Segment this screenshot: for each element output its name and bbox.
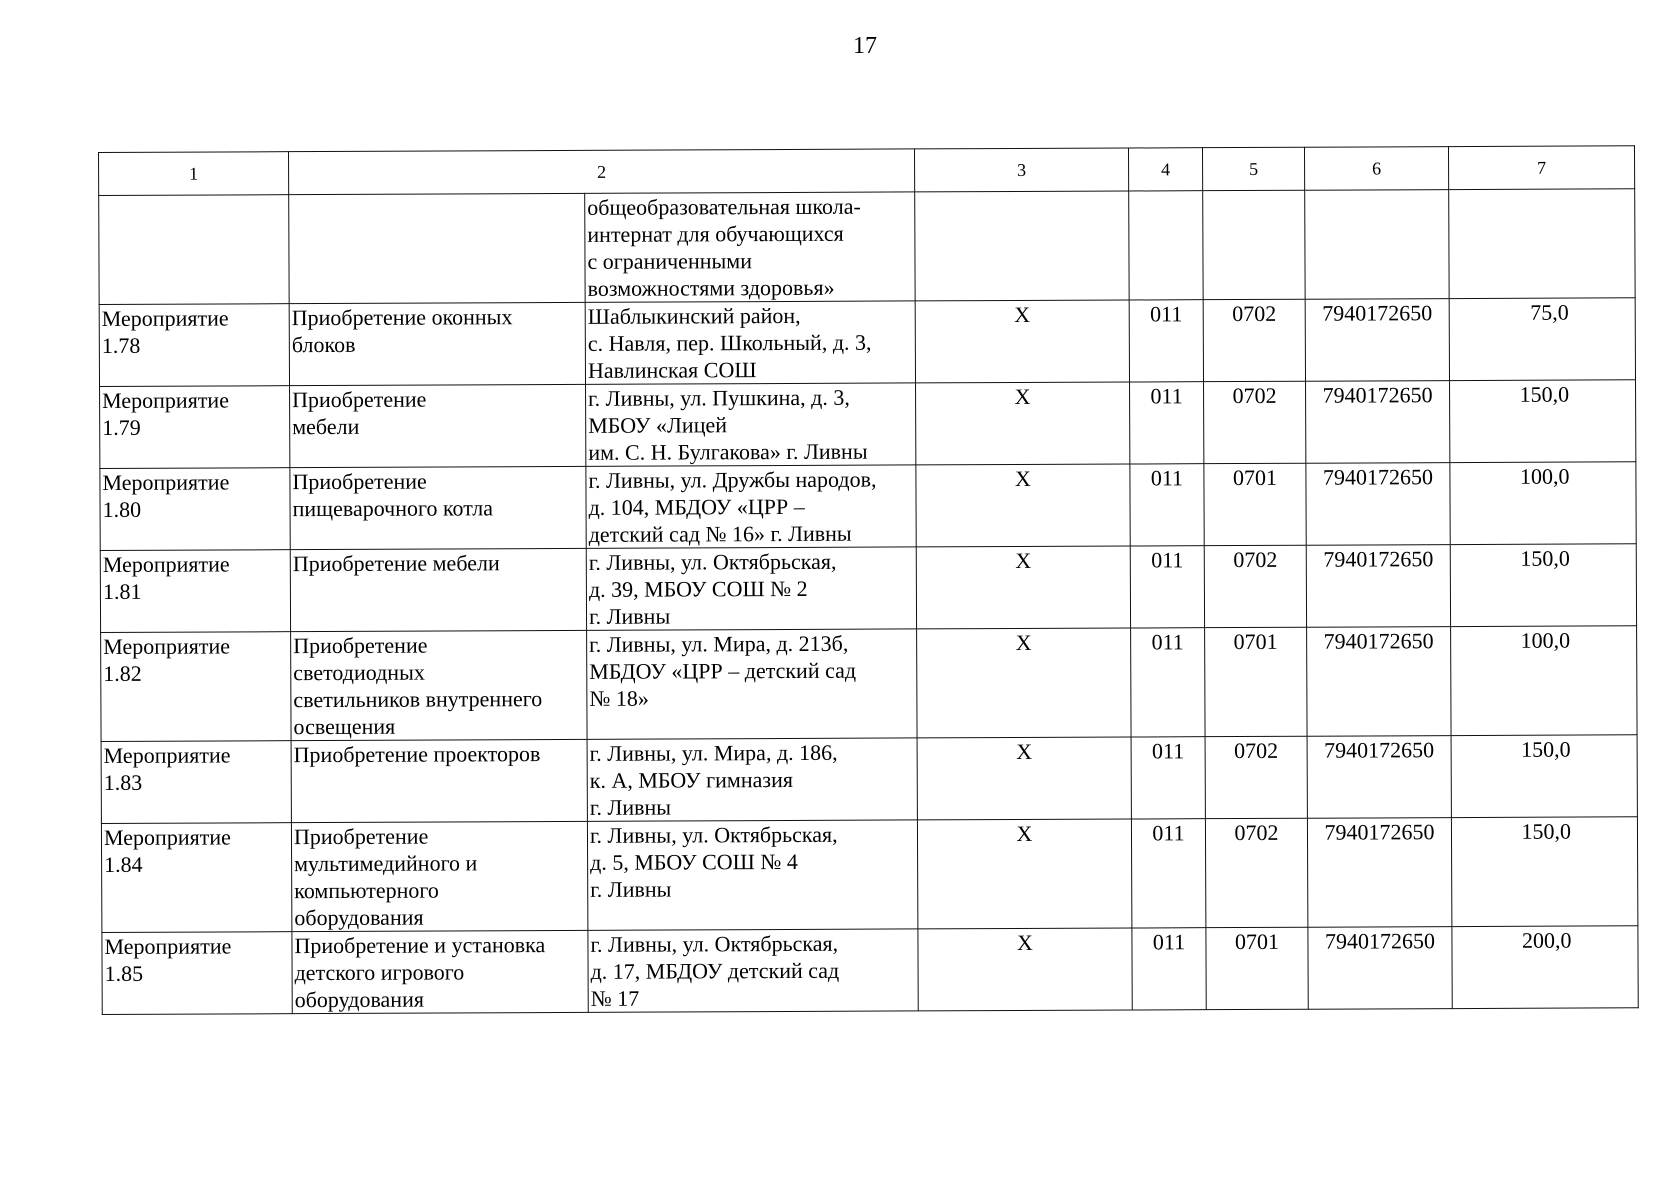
cell-address xyxy=(586,465,916,548)
cell-address-line: МБДОУ «ЦРР – детский сад xyxy=(589,657,857,684)
cell-name xyxy=(289,302,585,385)
cell-event-line: 1.83 xyxy=(103,769,143,795)
cell-name-line: оборудования xyxy=(294,986,425,1013)
cell-col3: X xyxy=(916,382,1130,465)
cell-address-line: д. 17, МБДОУ детский сад xyxy=(590,957,840,984)
cell-col3: X xyxy=(916,546,1130,629)
cell-event-line: Мероприятие xyxy=(103,824,231,850)
cell-address-line: МБОУ «Лицей xyxy=(588,412,728,438)
cell-col3: X xyxy=(917,819,1131,929)
cell-name-line: оборудования xyxy=(294,904,424,931)
cell-address-line: № 18» xyxy=(589,685,649,711)
page-number: 17 xyxy=(853,33,877,59)
header-row xyxy=(99,146,1635,196)
cell-col4: 011 xyxy=(1129,300,1203,382)
continuation-row xyxy=(99,189,1635,305)
cell-col5: 0702 xyxy=(1204,545,1306,627)
cell-col6: 7940172650 xyxy=(1306,381,1450,464)
cell-event xyxy=(100,468,290,551)
cell-event-line: 1.81 xyxy=(102,578,142,604)
cell-address xyxy=(587,820,917,930)
cell-col7: 75,0 xyxy=(1449,298,1635,381)
cell-col3: X xyxy=(917,628,1131,738)
cell-col7: 150,0 xyxy=(1450,544,1636,627)
table-row xyxy=(100,462,1636,551)
cell-event xyxy=(100,550,290,633)
cell-event xyxy=(100,386,290,469)
address-line: возможностями здоровья» xyxy=(587,274,835,301)
cell-address xyxy=(588,929,918,1012)
cell-col3: X xyxy=(918,928,1132,1011)
cell-address xyxy=(586,383,916,466)
cell-event-line: 1.80 xyxy=(102,496,142,522)
cell-name xyxy=(289,193,585,303)
cell-address-line: г. Ливны xyxy=(589,794,672,820)
budget-table xyxy=(98,145,1639,1015)
cell-address-line: с. Навля, пер. Школьный, д. 3, xyxy=(587,329,872,356)
cell-col7 xyxy=(1449,189,1635,299)
cell-address-line: г. Ливны, ул. Октябрьская, xyxy=(588,548,837,575)
table-row xyxy=(99,298,1635,387)
cell-col7: 150,0 xyxy=(1451,735,1637,818)
cell-address-line: им. С. Н. Булгакова» г. Ливны xyxy=(588,438,868,465)
cell-col4: 011 xyxy=(1131,737,1205,819)
cell-address xyxy=(587,738,917,821)
cell-col6: 7940172650 xyxy=(1307,627,1451,737)
header-col-2: 2 xyxy=(289,149,915,195)
cell-event-line: 1.78 xyxy=(101,332,141,358)
header-col-3: 3 xyxy=(914,148,1128,192)
cell-col6 xyxy=(1305,190,1449,300)
cell-address-line: Навлинская СОШ xyxy=(587,357,757,383)
cell-name-line: светодиодных xyxy=(293,659,425,686)
cell-col6: 7940172650 xyxy=(1306,545,1450,628)
cell-name xyxy=(292,930,588,1013)
cell-address-line: г. Ливны xyxy=(590,876,672,902)
cell-col5: 0702 xyxy=(1204,381,1306,463)
cell-event xyxy=(101,741,291,824)
cell-col4: 011 xyxy=(1132,928,1206,1010)
cell-name-line: Приобретение xyxy=(292,386,427,413)
cell-address xyxy=(587,629,917,739)
cell-address xyxy=(585,301,915,384)
cell-col6: 7940172650 xyxy=(1307,736,1451,819)
cell-name xyxy=(290,466,586,549)
cell-name-line: Приобретение и установка xyxy=(294,932,546,959)
cell-address-line: г. Ливны, ул. Пушкина, д. 3, xyxy=(588,384,850,411)
cell-col4: 011 xyxy=(1131,819,1205,928)
header-col-5: 5 xyxy=(1202,147,1304,190)
document-sheet xyxy=(98,145,1638,1015)
cell-col7: 150,0 xyxy=(1450,380,1636,463)
header-col-4: 4 xyxy=(1128,148,1202,191)
cell-event-line: 1.84 xyxy=(104,851,143,877)
cell-event-line: 1.79 xyxy=(102,414,141,440)
cell-event xyxy=(99,195,289,305)
cell-col4: 011 xyxy=(1130,546,1204,628)
cell-col3: X xyxy=(917,737,1131,820)
cell-event-line: Мероприятие xyxy=(103,742,231,768)
table-row xyxy=(101,735,1637,824)
cell-name-line: Приобретение xyxy=(292,468,427,495)
cell-name-line: Приобретение мебели xyxy=(292,550,500,577)
cell-name-line: мебели xyxy=(292,413,360,440)
cell-name xyxy=(291,630,587,740)
cell-col3: X xyxy=(916,464,1130,547)
cell-address-line: Шаблыкинский район, xyxy=(587,302,801,329)
cell-col6: 7940172650 xyxy=(1307,818,1451,928)
cell-name xyxy=(290,548,586,631)
cell-address-line: к. А, МБОУ гимназия xyxy=(589,766,794,793)
header-col-6: 6 xyxy=(1304,147,1448,191)
cell-col7: 150,0 xyxy=(1451,817,1637,927)
header-col-7: 7 xyxy=(1448,146,1634,190)
cell-event-line: Мероприятие xyxy=(104,933,232,959)
cell-event-line: Мероприятие xyxy=(102,387,229,413)
cell-col5: 0702 xyxy=(1203,299,1305,381)
address-line: с ограниченными xyxy=(587,248,752,274)
cell-col5: 0701 xyxy=(1204,463,1306,545)
cell-address-line: г. Ливны, ул. Мира, д. 186, xyxy=(589,739,838,766)
cell-col3: X xyxy=(915,300,1129,383)
cell-col4 xyxy=(1129,191,1203,300)
cell-event xyxy=(101,823,291,933)
cell-col6: 7940172650 xyxy=(1306,463,1450,546)
cell-name xyxy=(291,821,587,931)
cell-name-line: компьютерного xyxy=(294,877,439,904)
cell-name-line: светильников внутреннего xyxy=(293,686,543,713)
cell-col7: 200,0 xyxy=(1452,926,1638,1009)
cell-address xyxy=(585,192,915,302)
cell-event-line: 1.82 xyxy=(103,660,142,686)
cell-address-line: детский сад № 16» г. Ливны xyxy=(588,520,852,547)
cell-col4: 011 xyxy=(1130,382,1204,464)
cell-col4: 011 xyxy=(1131,628,1205,737)
cell-col3 xyxy=(915,191,1129,301)
cell-address xyxy=(586,547,916,630)
cell-name-line: блоков xyxy=(291,331,356,358)
cell-event xyxy=(101,632,291,742)
cell-event-line: 1.85 xyxy=(104,960,144,986)
cell-address-line: г. Ливны xyxy=(588,603,671,629)
cell-address-line: д. 39, МБОУ СОШ № 2 xyxy=(588,575,808,602)
cell-col6: 7940172650 xyxy=(1308,927,1452,1010)
cell-name-line: освещения xyxy=(293,713,396,740)
address-line: общеобразовательная школа- xyxy=(587,193,861,220)
header-col-1: 1 xyxy=(99,152,289,196)
cell-event-line: Мероприятие xyxy=(103,633,231,659)
cell-name xyxy=(291,739,587,822)
cell-address-line: г. Ливны, ул. Мира, д. 213б, xyxy=(589,630,849,657)
cell-address-line: д. 5, МБОУ СОШ № 4 xyxy=(590,848,798,875)
cell-name-line: Приобретение проекторов xyxy=(293,741,541,768)
address-line: интернат для обучающихся xyxy=(587,220,844,247)
cell-name-line: Приобретение xyxy=(293,632,428,659)
cell-event-line: Мероприятие xyxy=(101,305,229,331)
cell-name-line: пищеварочного котла xyxy=(292,495,494,522)
table-row xyxy=(101,817,1637,933)
cell-address-line: № 17 xyxy=(590,985,640,1011)
table-row xyxy=(100,544,1636,633)
cell-event xyxy=(102,932,292,1015)
cell-address-line: г. Ливны, ул. Дружбы народов, xyxy=(588,466,877,493)
table-row xyxy=(102,926,1638,1015)
table-row xyxy=(100,380,1636,469)
cell-col5: 0701 xyxy=(1206,927,1308,1009)
cell-col5: 0702 xyxy=(1205,818,1307,927)
cell-event-line: Мероприятие xyxy=(102,551,230,577)
cell-col4: 011 xyxy=(1130,464,1204,546)
cell-col7: 100,0 xyxy=(1450,462,1636,545)
cell-col5: 0702 xyxy=(1205,736,1307,818)
cell-name xyxy=(290,384,586,467)
table-row xyxy=(101,626,1637,742)
cell-event-line: Мероприятие xyxy=(102,469,230,495)
cell-name-line: детского игрового xyxy=(294,959,465,986)
cell-address-line: д. 104, МБДОУ «ЦРР – xyxy=(588,493,805,520)
cell-name-line: мультимедийного и xyxy=(294,850,478,877)
cell-col6: 7940172650 xyxy=(1305,299,1449,382)
cell-address-line: г. Ливны, ул. Октябрьская, xyxy=(590,930,839,957)
cell-name-line: Приобретение xyxy=(293,823,429,850)
cell-name-line: Приобретение оконных xyxy=(291,304,513,331)
cell-event xyxy=(99,304,289,387)
cell-col5 xyxy=(1203,190,1305,299)
cell-col5: 0701 xyxy=(1205,627,1307,736)
cell-address-line: г. Ливны, ул. Октябрьская, xyxy=(589,821,838,848)
cell-col7: 100,0 xyxy=(1451,626,1637,736)
